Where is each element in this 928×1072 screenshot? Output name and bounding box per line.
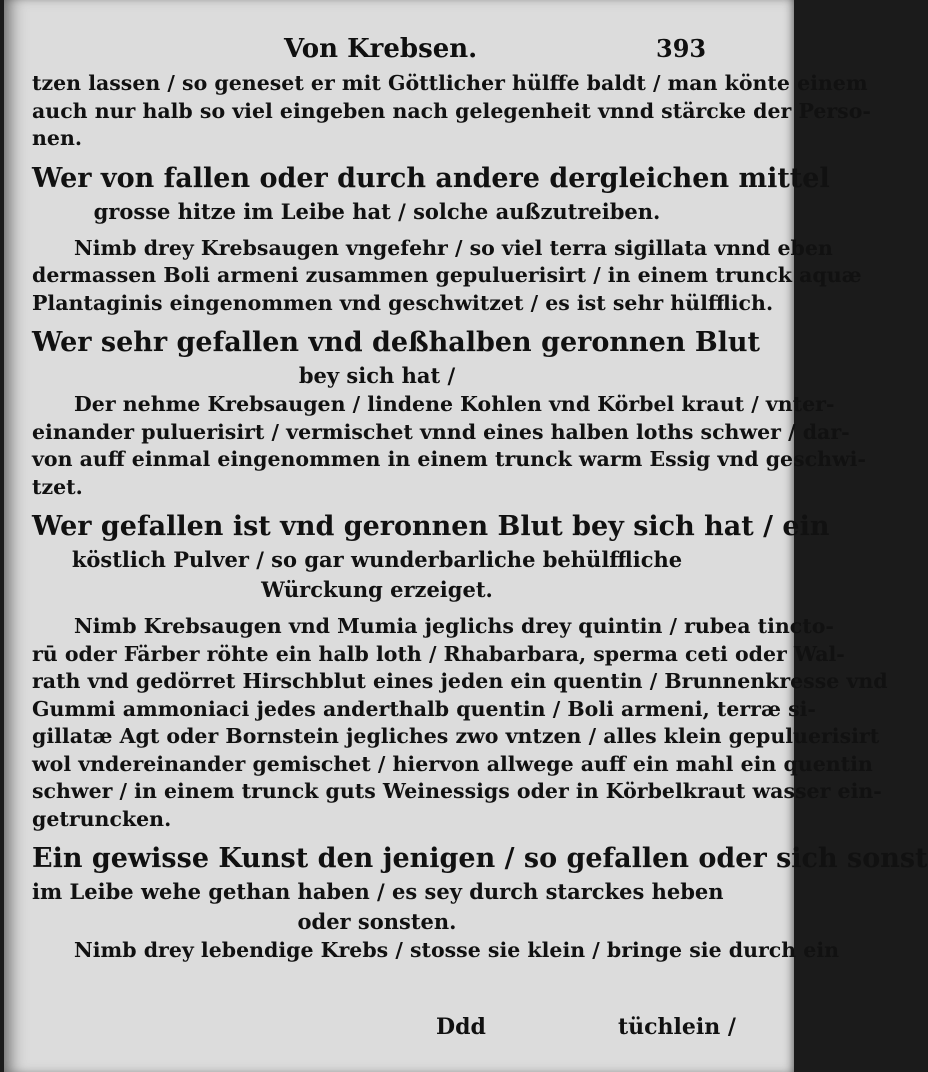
catchword: tüchlein /: [618, 1014, 736, 1040]
section-heading: [32, 841, 928, 937]
heading-line: Wer sehr gefallen vnd deßhalben geronnen Blut: [32, 327, 761, 358]
text-line: schwer / in einem trunck guts Weinessigs oder in Körbelkraut wasser ein-: [32, 779, 882, 803]
heading-line: Ein gewisse Kunst den jenigen / so gefallen oder sich sonst: [32, 843, 928, 874]
heading-line: oder sonsten.: [297, 909, 457, 934]
heading-line: grosse hitze im Leibe hat / solche außzutreiben.: [93, 198, 661, 224]
running-title: Von Krebsen.: [284, 34, 478, 64]
text-line: auch nur halb so viel eingeben nach gelegenheit vnnd stärcke der Perso-: [32, 98, 871, 123]
text-line: Der nehme Krebsaugen / lindene Kohlen vnd Körbel kraut / vnter-: [74, 392, 835, 416]
text-line: von auff einmal eingenommen in einem trunck warm Essig vnd geschwi-: [32, 447, 866, 471]
text-line: rū oder Färber röhte ein halb loth / Rhabarbara, sperma ceti oder Wal-: [32, 641, 845, 666]
section-heading: [32, 161, 830, 227]
page-header: [4, 28, 794, 68]
signature-mark: Ddd: [436, 1014, 486, 1040]
text-line: getruncken.: [32, 806, 172, 831]
recipe-paragraph: [32, 613, 888, 833]
recipe-paragraph: [32, 235, 862, 318]
text-line: gillatæ Agt oder Bornstein jegliches zwo vntzen / alles klein gepuluerisirt: [32, 724, 880, 748]
recipe-paragraph: [32, 937, 840, 965]
heading-line: Würckung erzeiget.: [261, 577, 493, 602]
text-line: dermassen Boli armeni zusammen gepuluerisirt / in einem trunck aquæ: [32, 263, 862, 287]
book-page: [4, 0, 928, 1072]
page-body: [32, 70, 928, 965]
text-line: Plantaginis eingenommen vnd geschwitzet / es ist sehr hülfflich.: [32, 290, 774, 315]
heading-line: im Leibe wehe gethan haben / es sey durch starckes heben: [32, 879, 724, 904]
page-footer: [4, 1014, 794, 1054]
text-line: Nimb Krebsaugen vnd Mumia jeglichs drey quintin / rubea tincto-: [74, 614, 834, 638]
heading-line: köstlich Pulver / so gar wunderbarliche behülffliche: [71, 547, 683, 572]
page-number: 393: [656, 34, 707, 63]
heading-line: Wer von fallen oder durch andere dergleichen mittel: [32, 162, 830, 194]
text-line: Nimb drey Krebsaugen vngefehr / so viel terra sigillata vnnd eben: [74, 235, 833, 260]
recipe-paragraph: [32, 391, 866, 501]
text-line: rath vnd gedörret Hirschblut eines jeden ein quentin / Brunnenkresse vnd: [32, 669, 888, 693]
text-line: nen.: [32, 126, 82, 150]
text-line: einander puluerisirt / vermischet vnnd eines halben loths schwer / dar-: [32, 419, 850, 444]
paragraph-continuation: [32, 70, 871, 153]
section-heading: [32, 509, 830, 605]
text-line: Gummi ammoniaci jedes anderthalb quentin / Boli armeni, terræ si-: [32, 696, 816, 721]
text-line: tzet.: [32, 474, 83, 499]
heading-line: bey sich hat /: [298, 363, 456, 388]
section-heading: [32, 325, 761, 391]
heading-line: Wer gefallen ist vnd geronnen Blut bey sich hat / ein: [32, 511, 830, 542]
text-line: tzen lassen / so geneset er mit Göttlicher hülffe baldt / man könte einem: [32, 71, 868, 95]
text-line: wol vndereinander gemischet / hiervon allwege auff ein mahl ein quentin: [32, 751, 873, 776]
text-line: Nimb drey lebendige Krebs / stosse sie klein / bringe sie durch ein: [74, 938, 840, 962]
